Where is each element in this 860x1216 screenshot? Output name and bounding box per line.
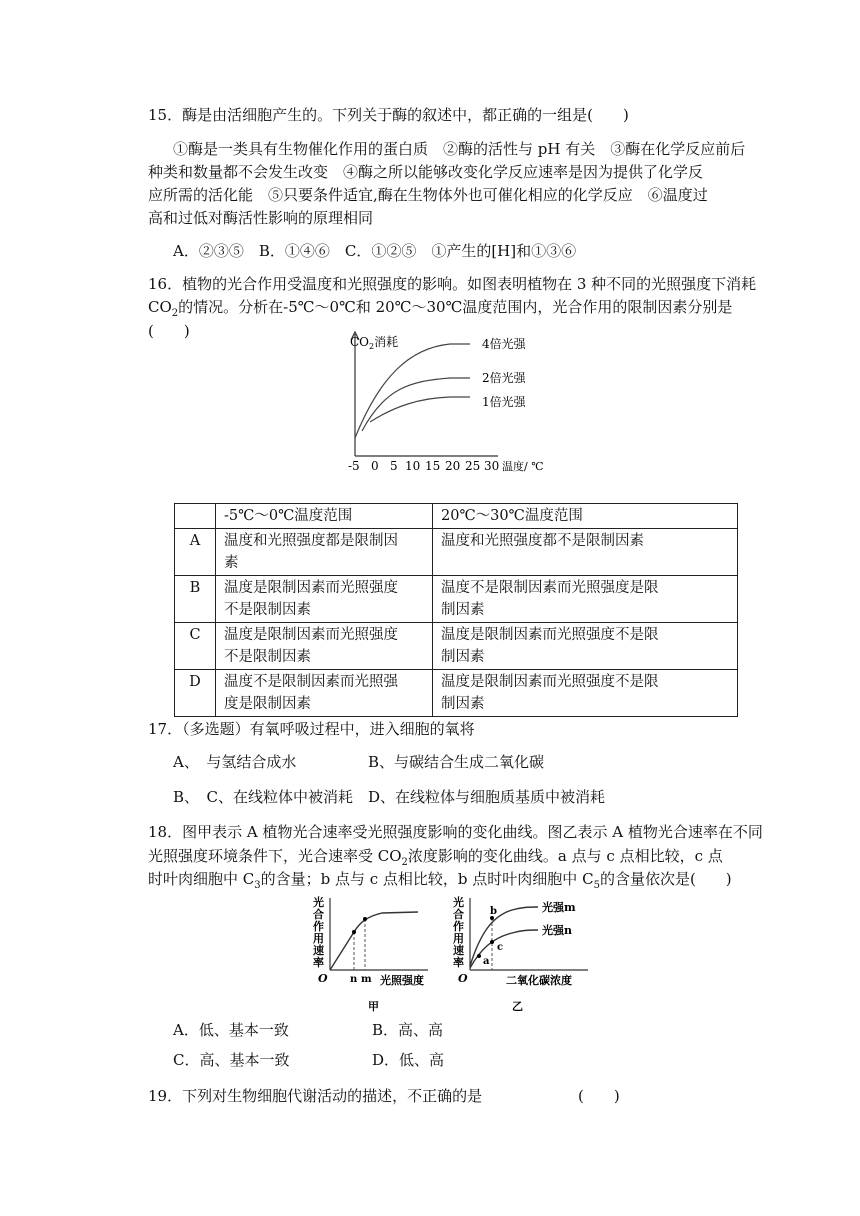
table-cell: 温度和光照强度都是限制因 素 <box>216 529 433 576</box>
q18-option-b: B．高、高 <box>372 1021 444 1039</box>
table-cell: 温度是限制因素而光照强度 不是限制因素 <box>216 576 433 623</box>
curve-4x-light <box>355 344 470 438</box>
curve-light-n <box>470 930 538 968</box>
tick-m: m <box>361 974 372 985</box>
q16-answer-table <box>174 503 738 717</box>
table-header-cell: 20℃～30℃温度范围 <box>433 504 738 529</box>
point-b: b <box>490 906 497 917</box>
ylabel-char: 速 <box>453 944 464 957</box>
ylabel-char: 光 <box>313 896 324 909</box>
row-label: B <box>175 576 216 623</box>
table-header-row <box>175 504 738 529</box>
ylabel-char: 光 <box>453 896 464 909</box>
series-label: 2倍光强 <box>482 371 526 385</box>
chart-ylabel: $CO_2$消耗 <box>350 335 399 351</box>
x-tick: 30 <box>484 459 500 473</box>
q15-body-line: 应所需的活化能 ⑤只要条件适宜,酶在生物体外也可催化相应的化学反应 ⑥温度过 <box>148 186 708 204</box>
xlabel: 光照强度 <box>380 974 424 987</box>
q16-stem: 16．植物的光合作用受温度和光照强度的影响。如图表明植物在 3 种不同的光照强度下消耗 <box>148 275 757 293</box>
curve-label-m: 光强m <box>542 901 576 914</box>
origin-label: O <box>318 972 328 985</box>
table-row <box>175 623 738 670</box>
x-tick: 25 <box>465 459 481 473</box>
x-tick: 0 <box>371 459 379 473</box>
q18-stem: 时叶肉细胞中 $C_3$的含量；b 点与 c 点相比较，b 点时叶肉细胞中 $C_5$的含量依次是( ) <box>148 870 732 891</box>
ylabel-char: 速 <box>313 944 324 957</box>
q16-stem: ( ) <box>148 322 190 340</box>
table-cell: 温度不是限制因素而光照强度是限 制因素 <box>433 576 738 623</box>
q18-option-a: A．低、基本一致 <box>173 1021 289 1039</box>
table-row <box>175 529 738 576</box>
xlabel: 二氧化碳浓度 <box>506 974 572 987</box>
series-label: 4倍光强 <box>482 337 526 351</box>
chart-xlabel: 温度/ ℃ <box>502 460 544 473</box>
ylabel-char: 率 <box>313 956 324 969</box>
ylabel-char: 用 <box>313 932 324 945</box>
co2-temperature-chart <box>340 326 560 476</box>
q18-stem: 18．图甲表示 A 植物光合速率受光照强度影响的变化曲线。图乙表示 A 植物光合速率在不同 <box>148 823 763 841</box>
ylabel-char: 率 <box>453 956 464 969</box>
tick-n: n <box>350 974 358 985</box>
curve-2x-light <box>362 378 470 431</box>
figure-jia <box>310 894 440 1018</box>
x-tick: 15 <box>425 459 441 473</box>
table-cell: 温度是限制因素而光照强度不是限 制因素 <box>433 670 738 717</box>
table-cell: 温度和光照强度都不是限制因素 <box>433 529 738 576</box>
point-a: a <box>483 956 490 967</box>
figure-yi <box>450 894 600 1018</box>
q15-stem: 15．酶是由活细胞产生的。下列关于酶的叙述中，都正确的一组是( ) <box>148 106 629 124</box>
q17-option-b: B、与碳结合生成二氧化碳 <box>368 753 545 771</box>
q17-stem: 17．（多选题）有氧呼吸过程中，进入细胞的氧将 <box>148 720 475 738</box>
curve-label-n: 光强n <box>542 924 572 937</box>
light-response-curve <box>330 912 418 970</box>
q18-option-d: D．低、高 <box>372 1051 445 1069</box>
table-cell: 温度不是限制因素而光照强 度是限制因素 <box>216 670 433 717</box>
q15-body-line: ①酶是一类具有生物催化作用的蛋白质 ②酶的活性与 pH 有关 ③酶在化学反应前后 <box>173 140 746 158</box>
ylabel-char: 作 <box>453 920 464 933</box>
ylabel-char: 作 <box>313 920 324 933</box>
x-tick: 10 <box>405 459 421 473</box>
ylabel-char: 用 <box>453 932 464 945</box>
caption: 甲 <box>368 1000 379 1013</box>
q15-body-line: 种类和数量都不会发生改变 ④酶之所以能够改变化学反应速率是因为提供了化学反 <box>148 163 704 181</box>
row-label: D <box>175 670 216 717</box>
q16-stem: $CO_2$的情况。分析在-5℃～0℃和 20℃～30℃温度范围内，光合作用的限制因素分别是 <box>148 298 733 319</box>
q18-stem: 光照强度环境条件下，光合速率受 $CO_2$浓度影响的变化曲线。a 点与 c 点相比较，c 点 <box>148 847 723 868</box>
ylabel-char: 合 <box>313 908 324 921</box>
q18-option-c: C．高、基本一致 <box>173 1051 290 1069</box>
series-label: 1倍光强 <box>482 395 526 409</box>
row-label: A <box>175 529 216 576</box>
table-header-cell <box>175 504 216 529</box>
q19-answer-paren: ( ) <box>578 1087 620 1105</box>
ylabel-char: 合 <box>453 908 464 921</box>
q17-option-a: A、 与氢结合成水 <box>173 753 297 771</box>
table-row <box>175 670 738 717</box>
x-tick: 5 <box>390 459 398 473</box>
table-cell: 温度是限制因素而光照强度 不是限制因素 <box>216 623 433 670</box>
table-cell: 温度是限制因素而光照强度不是限 制因素 <box>433 623 738 670</box>
point-c: c <box>497 942 504 953</box>
q19-stem: 19．下列对生物细胞代谢活动的描述，不正确的是 <box>148 1087 483 1105</box>
q17-option-d: D、在线粒体与细胞质基质中被消耗 <box>368 788 606 806</box>
x-tick: 20 <box>445 459 461 473</box>
q15-body-line: 高和过低对酶活性影响的原理相同 <box>148 209 374 227</box>
x-tick: -5 <box>348 459 360 473</box>
table-row <box>175 576 738 623</box>
q15-options: A．②③⑤ B．①④⑥ C．①②⑤ ①产生的[H]和①③⑥ <box>173 242 577 260</box>
q17-option-c: B、 C、在线粒体中被消耗 <box>173 788 354 806</box>
table-header-cell: -5℃～0℃温度范围 <box>216 504 433 529</box>
origin-label: O <box>458 972 468 985</box>
caption: 乙 <box>512 1000 523 1013</box>
row-label: C <box>175 623 216 670</box>
